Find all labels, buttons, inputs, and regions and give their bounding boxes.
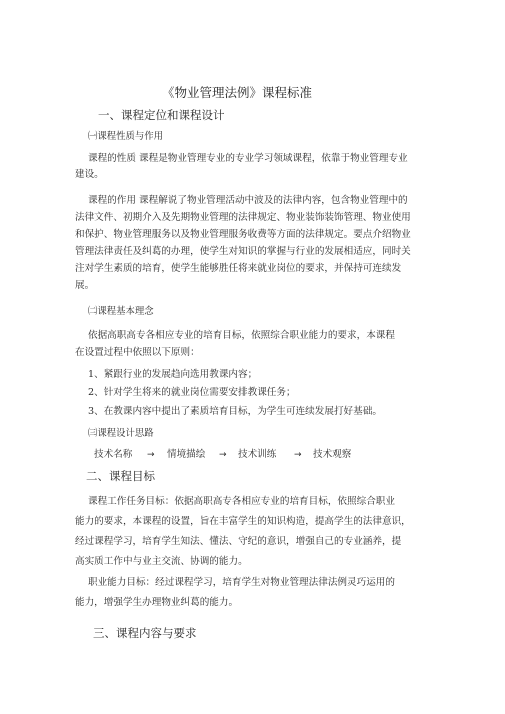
text-line: 能力的要求，本课程的设置，旨在丰富学生的知识构造，提高学生的法律意识， [75, 516, 411, 527]
list-item: 2、针对学生将来的就业岗位需要安排教课任务； [88, 387, 296, 398]
text-line: 课程的作用 课程解说了物业管理活动中波及的法律内容，包含物业管理中的 [88, 195, 408, 206]
text-line: 经过课程学习，培育学生知法、懂法、守纪的意识，增强自己的专业涵养，提 [75, 536, 402, 547]
section-2-heading: 二、课程目标 [86, 469, 155, 483]
arrow-right-icon: → [147, 450, 155, 460]
subsection-1-heading: ㈠课程性质与作用 [88, 131, 164, 142]
arrow-right-icon: → [294, 450, 302, 460]
text-line: 高实质工作中与业主交流、协调的能力。 [75, 556, 248, 567]
text-line: 管理法律责任及纠葛的办理，使学生对知识的掌握与行业的发展相适应，同时关 [75, 246, 411, 257]
text-line: 依据高职高专各相应专业的培育目标，依照综合职业能力的要求，本课程 [88, 330, 395, 341]
text-line: 课程工作任务目标：依据高职高专各相应专业的培育目标，依照综合职业 [88, 496, 395, 507]
text-line: 和保护、物业管理服务以及物业管理服务收费等方面的法律规定。要点介绍物业 [75, 229, 411, 240]
text-line: 能力，增强学生办理物业纠葛的能力。 [75, 597, 239, 608]
list-item: 1、紧跟行业的发展趋向选用教课内容； [88, 369, 258, 380]
text-line: 注对学生素质的培育，使学生能够胜任将来就业岗位的要求，并保持可连续发 [75, 263, 402, 274]
section-3-heading: 三、课程内容与要求 [93, 626, 197, 640]
text-line: 职业能力目标：经过课程学习，培育学生对物业管理法律法例灵巧运用的 [88, 577, 395, 588]
flow-step: 技术观察 [313, 449, 352, 460]
text-line: 在设置过程中依照以下原则： [75, 347, 200, 358]
text-line: 法律文件、初期介入及先期物业管理的法律规定、物业装饰装饰管理、物业使用 [75, 212, 411, 223]
text-line: 建设。 [75, 169, 104, 180]
text-line: 展。 [75, 280, 95, 291]
section-1-heading: 一、课程定位和课程设计 [98, 108, 225, 122]
arrow-right-icon: → [219, 450, 227, 460]
subsection-2-heading: ㈡课程基本理念 [88, 306, 154, 317]
page-title: 《物业管理法例》课程标准 [162, 85, 313, 100]
list-item: 3、在教课内容中提出了素质培育目标，为学生可连续发展打好基础。 [88, 406, 382, 417]
flow-step: 技术训练 [238, 449, 277, 460]
subsection-3-heading: ㈢课程设计思路 [88, 428, 154, 439]
text-line: 课程的性质 课程是物业管理专业的专业学习领域课程，依靠于物业管理专业 [88, 153, 408, 164]
flow-step: 情境描绘 [167, 449, 206, 460]
flow-step: 技术名称 [94, 449, 133, 460]
